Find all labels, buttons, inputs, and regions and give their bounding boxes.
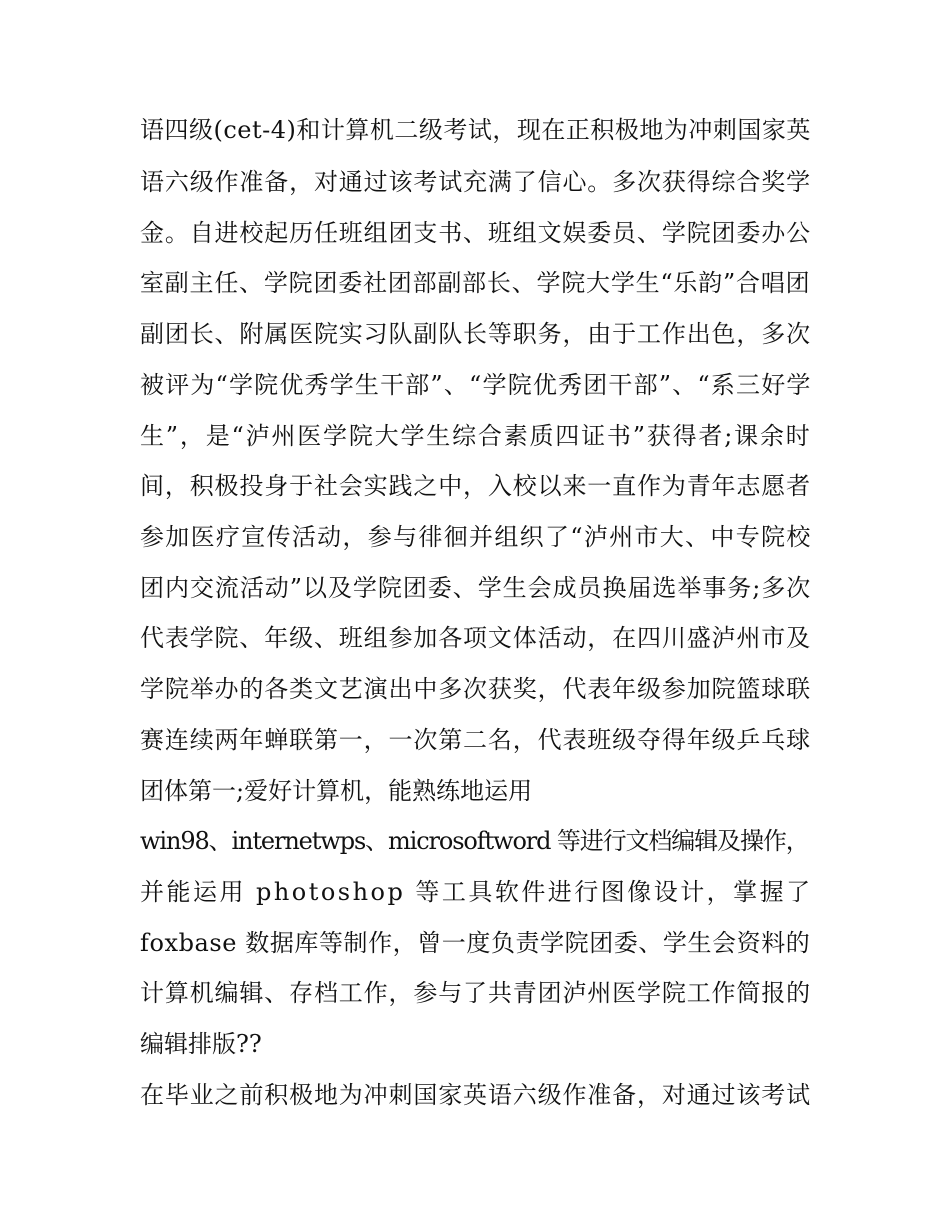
- text-line: 语六级作准备，对通过该考试充满了信心。多次获得综合奖学: [140, 168, 811, 196]
- text-line: foxbase 数据库等制作，曾一度负责学院团委、学生会资料的: [140, 929, 811, 957]
- text-line: 被评为“学院优秀学生干部”、“学院优秀团干部”、“系三好学: [140, 371, 812, 399]
- text-line: 学院举办的各类文艺演出中多次获奖，代表年级参加院篮球联: [140, 675, 811, 703]
- text-line: 计算机编辑、存档工作，参与了共青团泸州医学院工作简报的: [140, 979, 811, 1007]
- text-line: 代表学院、年级、班组参加各项文体活动，在四川盛泸州市及: [140, 624, 811, 652]
- text-line: 编辑排版??: [140, 1030, 262, 1058]
- text-line: 金。自进校起历任班组团支书、班组文娱委员、学院团委办公: [140, 219, 811, 247]
- text-line: 生”，是“泸州医学院大学生综合素质四证书”获得者;课余时: [140, 422, 812, 450]
- text-line: 室副主任、学院团委社团部副部长、学院大学生“乐韵”合唱团: [140, 269, 811, 297]
- text-line: 副团长、附属医院实习队副队长等职务，由于工作出色，多次: [140, 320, 811, 348]
- text-line: 赛连续两年蝉联第一，一次第二名，代表班级夺得年级乒乓球: [140, 726, 811, 754]
- text-line: 间，积极投身于社会实践之中，入校以来一直作为青年志愿者: [140, 472, 811, 500]
- text-line: 并能运用 photoshop 等工具软件进行图像设计，掌握了: [140, 878, 813, 906]
- text-line: 团体第一;爱好计算机，能熟练地运用: [140, 777, 533, 805]
- text-line: 团内交流活动”以及学院团委、学生会成员换届选举事务;多次: [140, 574, 812, 602]
- text-line: 参加医疗宣传活动，参与徘徊并组织了“泸州市大、中专院校: [140, 523, 812, 551]
- text-line: 在毕业之前积极地为冲刺国家英语六级作准备，对通过该考试: [140, 1081, 811, 1109]
- text-line: 语四级(cet-4)和计算机二级考试，现在正积极地为冲刺国家英: [140, 116, 811, 144]
- text-line: win98、internetwps、microsoftword 等进行文档编辑及操作，: [140, 827, 809, 855]
